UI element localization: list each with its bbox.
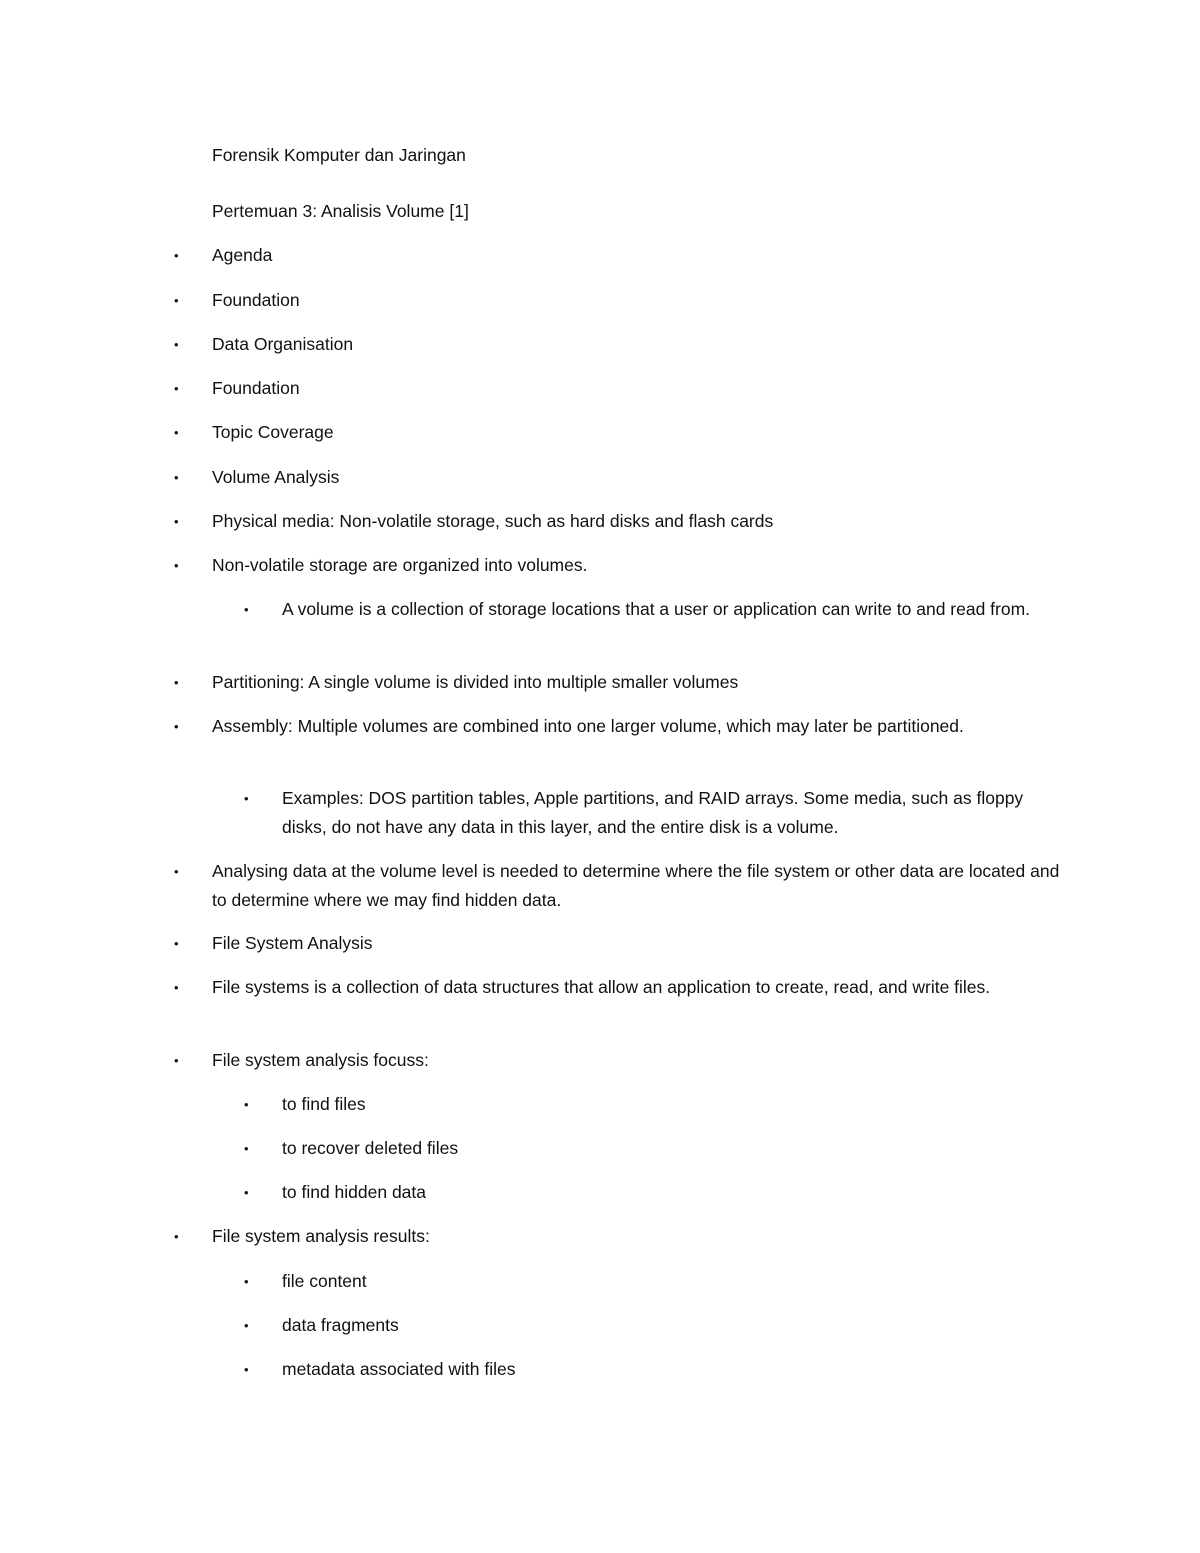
list-item-text: File System Analysis — [212, 933, 373, 953]
list-item-text: A volume is a collection of storage locations that a user or application can write to and read from. — [282, 599, 1031, 619]
list-item-text: Examples: DOS partition tables, Apple partitions, and RAID arrays. Some media, such as floppy disks, do not have any data in this layer, and the entire disk is a volume. — [282, 788, 1024, 837]
bullet-icon: • — [244, 1318, 249, 1333]
list-item — [174, 507, 1072, 536]
list-item — [174, 1046, 1072, 1075]
list-item-text: metadata associated with files — [282, 1359, 516, 1379]
list-item-text: Physical media: Non-volatile storage, such as hard disks and flash cards — [212, 511, 774, 531]
list-item — [174, 668, 1072, 697]
list-item — [174, 286, 1072, 315]
list-item-text: Foundation — [212, 378, 300, 398]
list-item — [174, 929, 1072, 958]
bullet-icon: • — [174, 980, 179, 995]
list-item-text: File system analysis results: — [212, 1226, 430, 1246]
list-item — [174, 1222, 1072, 1251]
bullet-icon: • — [244, 1274, 249, 1289]
bullet-icon: • — [174, 514, 179, 529]
list-item-text: to find hidden data — [282, 1182, 427, 1202]
bullet-icon: • — [174, 425, 179, 440]
list-item — [244, 1090, 1072, 1119]
bullet-icon: • — [244, 1185, 249, 1200]
list-item — [244, 1134, 1072, 1163]
document-subtitle: Pertemuan 3: Analisis Volume [1] — [212, 201, 469, 221]
list-item-text: file content — [282, 1271, 367, 1291]
bullet-icon: • — [244, 1141, 249, 1156]
list-item-text: Non-volatile storage are organized into volumes. — [212, 555, 588, 575]
list-item-text: to recover deleted files — [282, 1138, 459, 1158]
bullet-icon: • — [174, 1229, 179, 1244]
bullet-icon: • — [174, 337, 179, 352]
list-item — [244, 1267, 1072, 1296]
list-item — [174, 330, 1072, 359]
list-item-text: Partitioning: A single volume is divided into multiple smaller volumes — [212, 672, 739, 692]
list-item-text: data fragments — [282, 1315, 399, 1335]
bullet-icon: • — [244, 1097, 249, 1112]
bullet-icon: • — [244, 602, 249, 617]
list-item — [244, 1355, 1072, 1384]
list-item — [174, 241, 1072, 270]
list-item-text: File system analysis focuss: — [212, 1050, 429, 1070]
bullet-icon: • — [244, 1362, 249, 1377]
bullet-icon: • — [174, 293, 179, 308]
list-item — [244, 595, 1072, 624]
list-item — [244, 1311, 1072, 1340]
list-item — [174, 551, 1072, 580]
bullet-icon: • — [174, 381, 179, 396]
list-item-text: Agenda — [212, 245, 273, 265]
bullet-icon: • — [174, 719, 179, 734]
bullet-icon: • — [174, 248, 179, 263]
bullet-icon: • — [174, 864, 179, 879]
list-item — [174, 374, 1072, 403]
list-item-text: Assembly: Multiple volumes are combined into one larger volume, which may later be partitioned. — [212, 716, 964, 736]
list-item-text: Volume Analysis — [212, 467, 340, 487]
list-item — [174, 857, 1072, 915]
list-item-text: File systems is a collection of data structures that allow an application to create, read, and write files. — [212, 977, 991, 997]
list-item — [174, 712, 1072, 741]
list-item — [174, 973, 1072, 1002]
list-item — [174, 418, 1072, 447]
bullet-icon: • — [174, 558, 179, 573]
list-item — [174, 463, 1072, 492]
bullet-icon: • — [174, 675, 179, 690]
list-item-text: to find files — [282, 1094, 366, 1114]
document-title: Forensik Komputer dan Jaringan — [212, 145, 466, 165]
bullet-icon: • — [174, 470, 179, 485]
bullet-icon: • — [244, 791, 249, 806]
list-item — [244, 1178, 1072, 1207]
list-item-text: Analysing data at the volume level is needed to determine where the file system or other data are located and to determine where we may find hidden data. — [212, 861, 1060, 910]
list-item-text: Topic Coverage — [212, 422, 334, 442]
bullet-icon: • — [174, 936, 179, 951]
list-item-text: Data Organisation — [212, 334, 354, 354]
bullet-icon: • — [174, 1053, 179, 1068]
list-item — [244, 784, 1072, 842]
list-item-text: Foundation — [212, 290, 300, 310]
